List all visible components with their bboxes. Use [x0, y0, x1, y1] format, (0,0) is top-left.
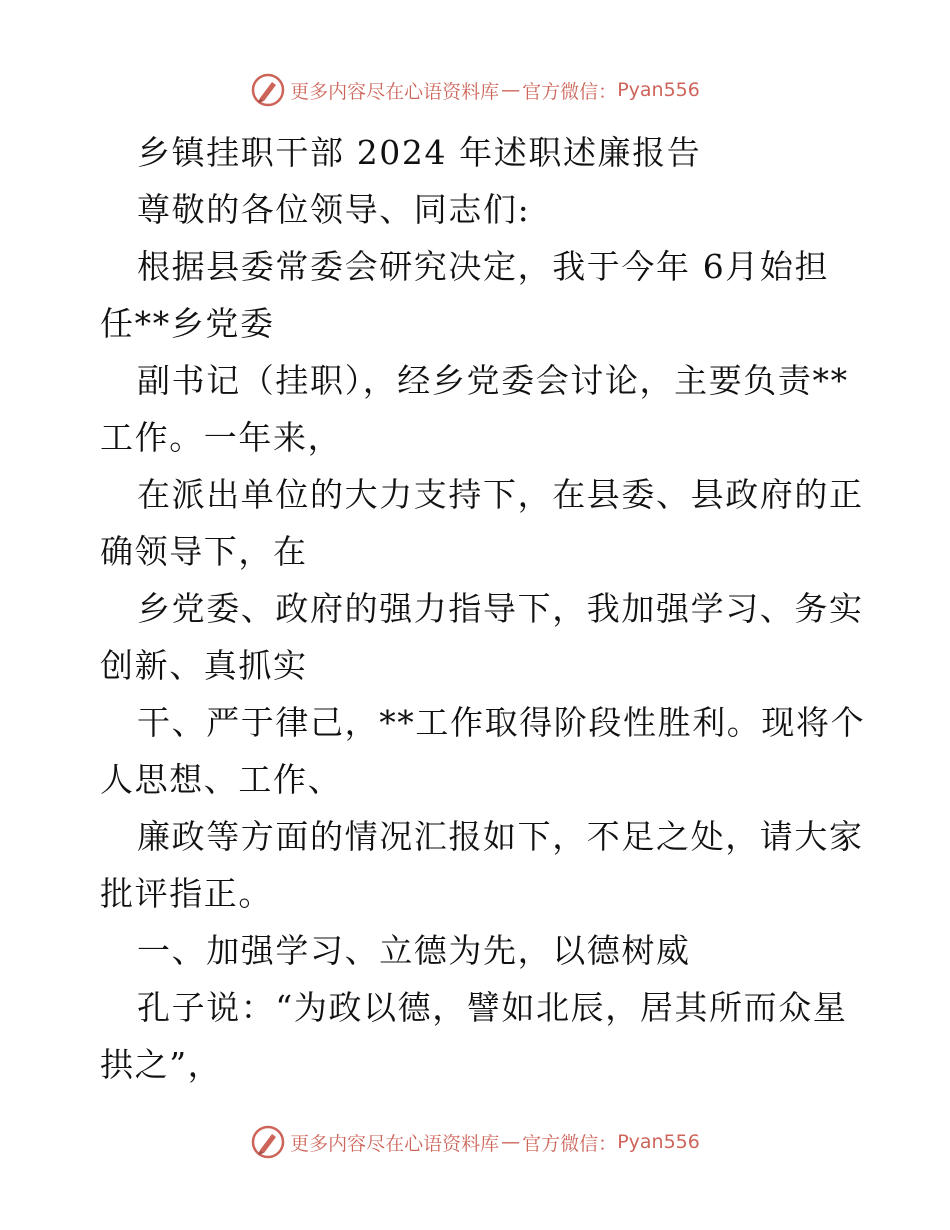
paragraph-line: 根据县委常委会研究决定，我于今年 6月始担	[137, 247, 830, 286]
watermark-wechat-label: 官方微信：	[522, 80, 618, 103]
paragraph-line: 工作。一年来，	[100, 418, 343, 457]
paragraph-line: 在派出单位的大力支持下，在县委、县政府的正	[137, 475, 864, 514]
paragraph-line: 廉政等方面的情况汇报如下，不足之处，请大家	[137, 817, 864, 856]
paragraph-line: 创新、真抓实	[100, 646, 308, 685]
watermark-header	[0, 70, 950, 110]
watermark-wechat-id: Pyan556	[617, 1131, 700, 1153]
paragraph-line: 孔子说：“为政以德，譬如北辰，居其所而众星	[137, 988, 848, 1027]
paragraph-line: 批评指正。	[100, 874, 273, 913]
document-title: 乡镇挂职干部 2024 年述职述廉报告	[137, 133, 702, 172]
paragraph-line: 副书记（挂职），经乡党委会讨论，主要负责**	[137, 361, 849, 400]
watermark-text: 更多内容尽在心语资料库	[290, 1132, 500, 1155]
paragraph-line: 拱之”，	[100, 1045, 223, 1084]
pen-logo-icon	[250, 72, 286, 108]
pen-logo-icon	[250, 1124, 286, 1160]
paragraph-line: 确领导下，在	[100, 532, 308, 571]
watermark-wechat-id: Pyan556	[617, 79, 700, 101]
watermark-text: 更多内容尽在心语资料库	[290, 80, 500, 103]
watermark-separator: —	[501, 1131, 521, 1153]
salutation: 尊敬的各位领导、同志们:	[137, 190, 531, 229]
watermark-wechat-label: 官方微信：	[522, 1132, 618, 1155]
document-body	[100, 124, 866, 1093]
section-heading: 一、加强学习、立德为先，以德树威	[137, 931, 691, 970]
watermark-separator: —	[501, 79, 521, 101]
watermark-footer	[0, 1122, 950, 1162]
paragraph-line: 人思想、工作、	[100, 760, 343, 799]
paragraph-line: 干、严于律己，**工作取得阶段性胜利。现将个	[137, 703, 866, 742]
paragraph-line: 乡党委、政府的强力指导下，我加强学习、务实	[137, 589, 864, 628]
paragraph-line: 任**乡党委	[100, 304, 275, 343]
